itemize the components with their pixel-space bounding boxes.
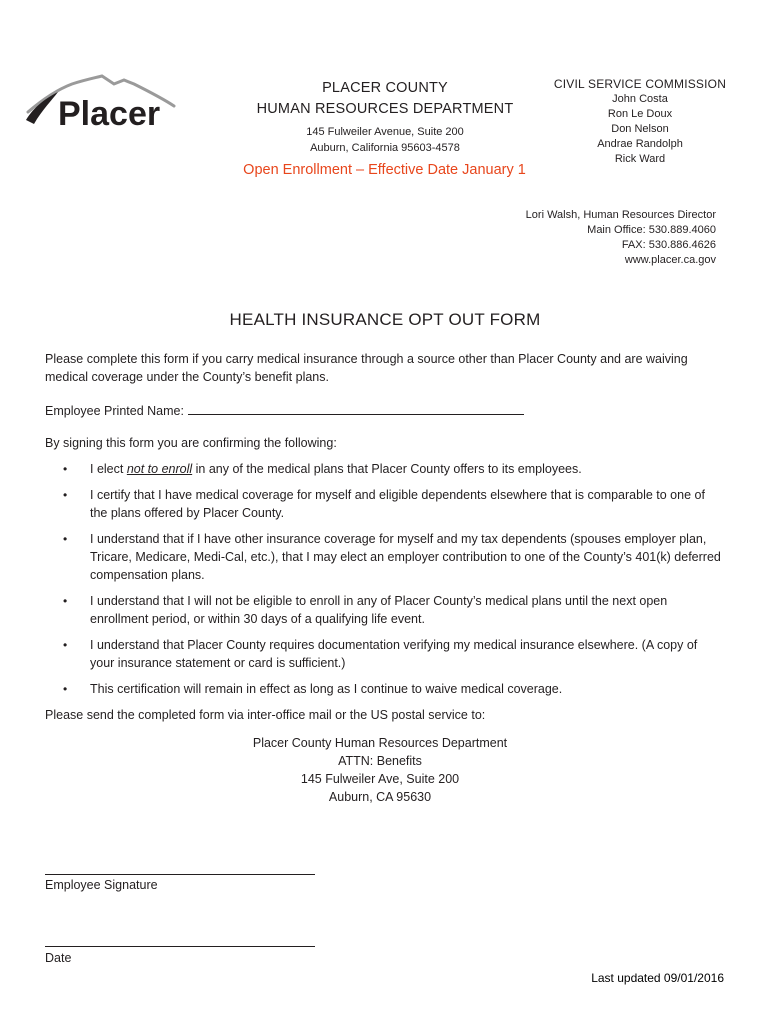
website-link[interactable]: www.placer.ca.gov [624,254,716,266]
emphasis-not-to-enroll: not to enroll [126,462,193,476]
commission-member: Don Nelson [611,123,669,135]
signature-field[interactable] [45,874,315,875]
list-item: • I elect not to enroll in any of the medical plans that Placer County offers to its employees. [63,462,582,476]
commission-member: John Costa [612,93,668,105]
commission-member: Rick Ward [614,153,666,165]
bullet-icon: • [63,594,68,608]
address-line-2: Auburn, California 95603-4578 [310,142,460,154]
mail-to-line: ATTN: Benefits [338,754,422,768]
printed-name-label: Employee Printed Name: [45,404,184,418]
director-name: Lori Walsh, Human Resources Director [525,209,716,221]
list-item: • I understand that if I have other insurance coverage for myself and my tax dependents (spouses employer plan, Tricare, Medicare, Medi-Cal, etc.), that I may elect an employer contribution to one of the County’s 401(k) deferred compensation plans. [63,532,721,582]
bullet-icon: • [63,488,68,502]
county-name: PLACER COUNTY [322,80,448,96]
list-item: • I understand that Placer County requires documentation verifying my medical insurance elsewhere. (A copy of your insurance statement or card is sufficient.) [63,638,698,670]
mail-to-line: Auburn, CA 95630 [328,790,432,804]
mailing-address [100,734,660,806]
director-contact [456,208,716,268]
date-label: Date [45,951,72,965]
bullet-icon: • [63,682,68,696]
commission-member: Andrae Randolph [597,138,683,150]
list-item: • I understand that I will not be eligible to enroll in any of Placer County’s medical plans until the next open enrollment period, or within 30 days of a qualifying life event. [63,594,668,626]
signature-label: Employee Signature [45,878,158,892]
fax-number: FAX: 530.886.4626 [621,239,716,251]
commission-title: CIVIL SERVICE COMMISSION [553,77,727,91]
date-field[interactable] [45,946,315,947]
list-item: • I certify that I have medical coverage for myself and eligible dependents elsewhere that is comparable to one of the plans offered by Placer County. [63,488,705,520]
printed-name-row [45,400,725,420]
last-updated: Last updated 09/01/2016 [591,971,724,985]
main-office-phone: Main Office: 530.889.4060 [587,224,716,236]
mail-to-line: 145 Fulweiler Ave, Suite 200 [300,772,460,786]
form-title: HEALTH INSURANCE OPT OUT FORM [229,310,541,329]
open-enrollment-notice: Open Enrollment – Effective Date January 1 [243,162,526,178]
printed-name-field[interactable] [188,400,524,415]
bullet-icon: • [63,532,68,546]
department-name: HUMAN RESOURCES DEPARTMENT [256,101,514,117]
form-body [45,350,725,806]
placer-county-logo [22,70,182,140]
department-header [240,78,530,156]
mountain-logo-icon [22,70,182,140]
intro-paragraph: Please complete this form if you carry medical insurance through a source other than Placer County and are waiving medical coverage under the County’s benefit plans. [45,352,688,384]
bullet-icon: • [63,638,68,652]
confirm-intro: By signing this form you are confirming the following: [45,436,337,450]
send-instructions: Please send the completed form via inter-office mail or the US postal service to: [45,708,486,722]
list-item: • This certification will remain in effect as long as I continue to waive medical coverage. [63,682,563,696]
civil-service-commission [530,76,750,167]
address-line-1: 145 Fulweiler Avenue, Suite 200 [306,126,464,138]
confirmation-list [45,460,725,698]
commission-member: Ron Le Doux [607,108,673,120]
bullet-icon: • [63,462,68,476]
mail-to-line: Placer County Human Resources Department [252,736,508,750]
logo-text: Placer [58,95,161,133]
